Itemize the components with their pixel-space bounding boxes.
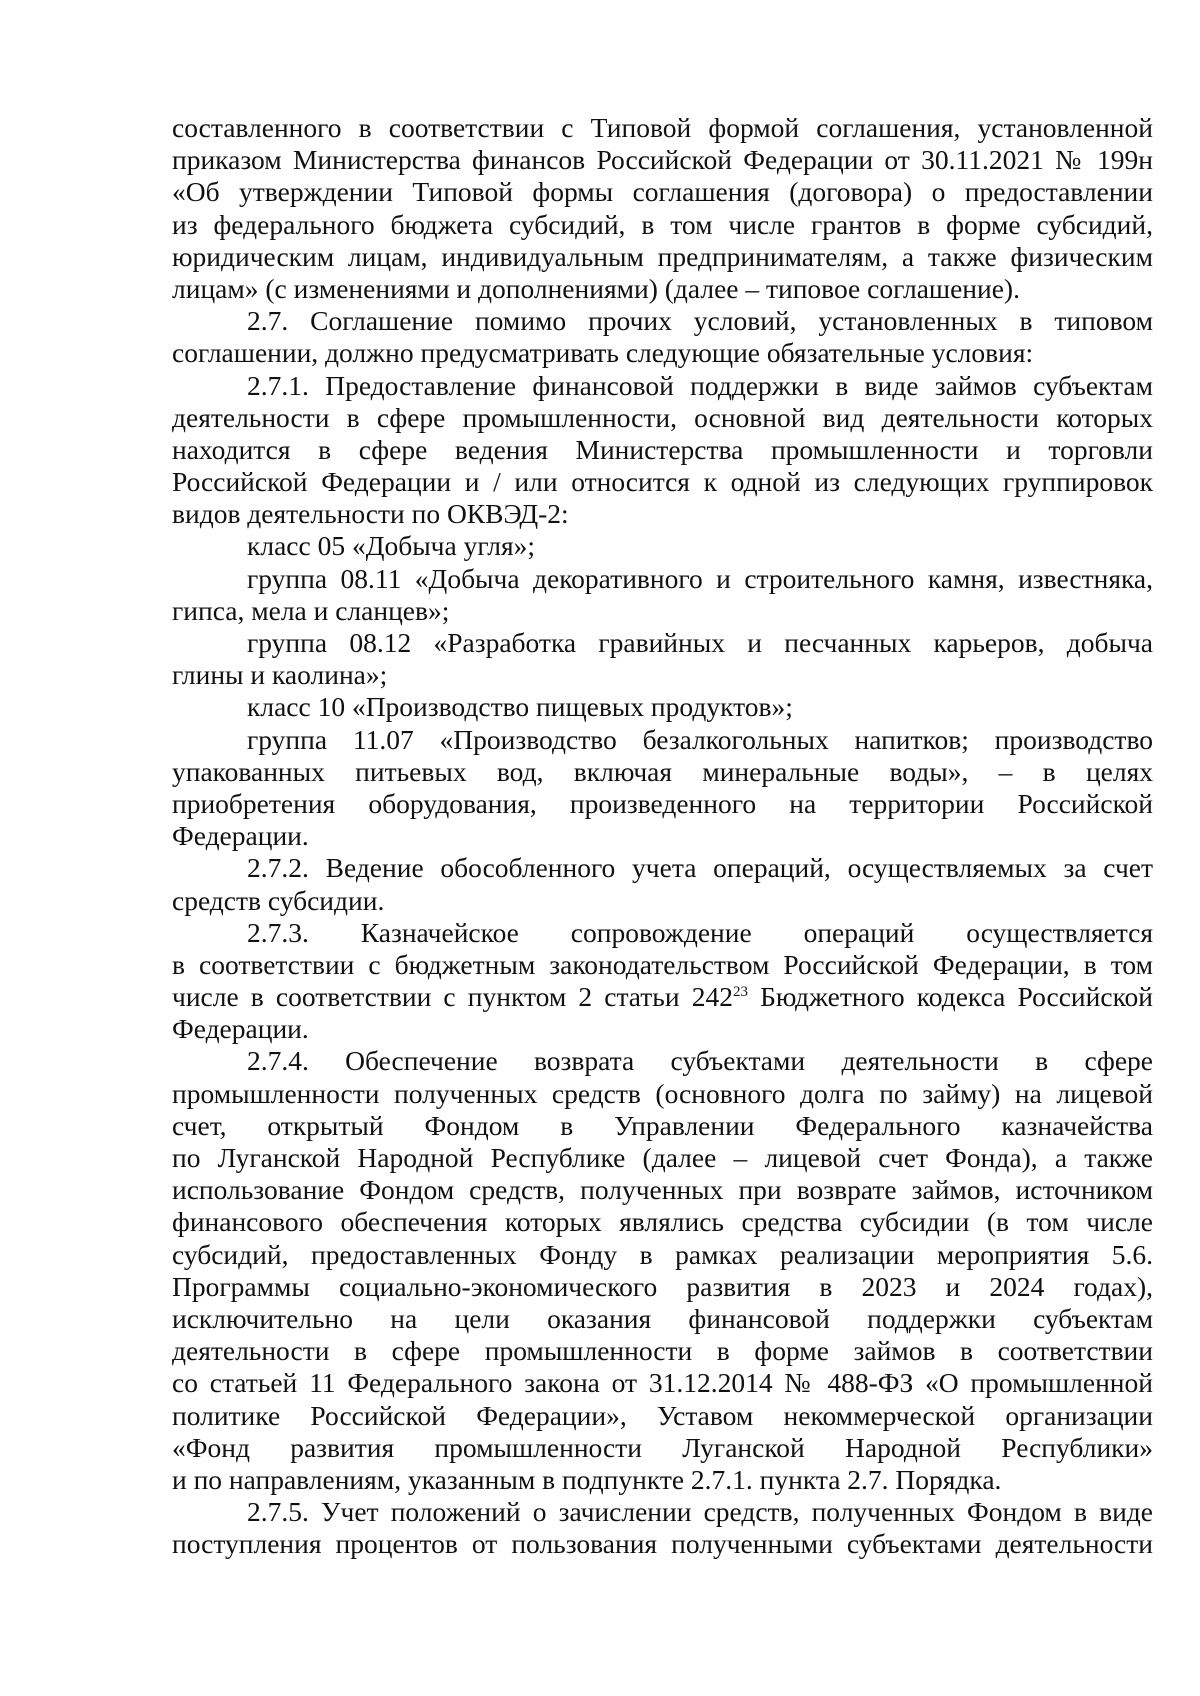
text-line [172, 1271, 1153, 1303]
text-line [172, 756, 1153, 788]
line-text: группа 08.12 «Разработка гравийных и песчанных карьеров, добыча [247, 627, 1153, 658]
text-line [172, 112, 1153, 144]
line-text: политике Российской Федерации», Уставом некоммерческой организации [172, 1399, 1153, 1431]
line-text: соглашении, должно предусматривать следующие обязательные условия: [172, 337, 1034, 369]
line-text: 2.7.4. Обеспечение возврата субъектами деятельности в сфере [247, 1045, 1153, 1077]
line-text: класс 10 «Производство пищевых продуктов»; [247, 691, 793, 723]
text-line [172, 724, 1153, 756]
text-line [172, 241, 1153, 273]
line-text: промышленности полученных средств (основного долга по займу) на лицевой [172, 1077, 1153, 1109]
text-line [172, 1110, 1153, 1142]
text-line [172, 917, 1153, 949]
line-text: группа 08.11 «Добыча декоративного и строительного камня, известняка, [247, 562, 1153, 594]
line-text: 2.7.3. Казначейское сопровождение операций осуществляется [247, 916, 1153, 948]
line-text: 2.7.5. Учет положений о зачислении средств, полученных Фондом в виде [247, 1496, 1153, 1528]
text-line [172, 144, 1153, 176]
line-text: субсидий, предоставленных Фонду в рамках реализации мероприятия 5.6. [172, 1238, 1153, 1270]
line-text: юридическим лицам, индивидуальным предпринимателям, а также физическим [172, 240, 1153, 272]
line-text: по Луганской Народной Республике (далее – лицевой счет Фонда), а также [172, 1142, 1153, 1173]
text-line [172, 434, 1153, 466]
line-text: «Об утверждении Типовой формы соглашения (договора) о предоставлении [172, 176, 1153, 208]
text-line [172, 1496, 1153, 1528]
line-text: Федерации. [172, 1013, 309, 1045]
text-line [172, 981, 1153, 1013]
text-line [172, 885, 1153, 917]
line-text: исключительно на цели оказания финансовой поддержки субъектам [172, 1302, 1153, 1334]
line-text: упакованных питьевых вод, включая минеральные воды», – в целях [172, 755, 1153, 787]
line-text: 2.7.2. Ведение обособленного учета операций, осуществляемых за счет [247, 852, 1153, 884]
text-line [172, 1239, 1153, 1271]
line-text: деятельности в сфере промышленности в форме займов в соответствии [172, 1335, 1153, 1367]
text-line [172, 852, 1153, 884]
line-text: и по направлениям, указанным в подпункте 2.7.1. пункта 2.7. Порядка. [172, 1463, 1002, 1495]
line-text: из федерального бюджета субсидий, в том числе грантов в форме субсидий, [172, 208, 1153, 240]
line-text: видов деятельности по ОКВЭД-2: [172, 498, 569, 530]
text-line [172, 370, 1153, 402]
text-line [172, 691, 1153, 723]
text-line [172, 1400, 1153, 1432]
text-line [172, 466, 1153, 498]
text-line [172, 305, 1153, 337]
line-text: в соответствии с бюджетным законодательством Российской Федерации, в том [172, 948, 1153, 980]
line-text: 2.7. Соглашение помимо прочих условий, установленных в типовом [247, 305, 1153, 337]
text-line [172, 1206, 1153, 1238]
line-text: Федерации. [172, 820, 309, 852]
line-text-continued: Бюджетного кодекса Российской [747, 981, 1154, 1013]
text-line [172, 498, 1153, 530]
footnote-superscript: 23 [732, 983, 748, 1000]
line-text: использование Фондом средств, полученных при возврате займов, источником [172, 1174, 1153, 1206]
text-line [172, 627, 1153, 659]
text-line [172, 659, 1153, 691]
text-line [172, 209, 1153, 241]
text-line [172, 1528, 1153, 1560]
text-line [172, 1078, 1153, 1110]
text-line [172, 176, 1153, 208]
text-line [172, 530, 1153, 562]
text-line [172, 1432, 1153, 1464]
line-text: глины и каолина»; [172, 659, 388, 691]
text-line [172, 1303, 1153, 1335]
line-text: гипса, мела и сланцев»; [172, 594, 450, 626]
line-text: числе в соответствии с пунктом 2 статьи 242 [172, 981, 733, 1013]
text-line [172, 1142, 1153, 1174]
text-line [172, 1335, 1153, 1367]
line-text: средств субсидии. [172, 884, 385, 916]
line-text: счет, открытый Фондом в Управлении Федерального казначейства [172, 1109, 1153, 1141]
text-line [172, 949, 1153, 981]
text-line [172, 563, 1153, 595]
line-text: «Фонд развития промышленности Луганской Народной Республики» [172, 1431, 1153, 1463]
line-text: лицам» (с изменениями и дополнениями) (далее – типовое соглашение). [172, 272, 1020, 304]
line-text: 2.7.1. Предоставление финансовой поддержки в виде займов субъектам [247, 369, 1153, 401]
line-text: поступления процентов от пользования полученными субъектами деятельности [172, 1528, 1153, 1560]
text-line [172, 595, 1153, 627]
line-text: деятельности в сфере промышленности, основной вид деятельности которых [172, 401, 1153, 433]
line-text: группа 11.07 «Производство безалкогольных напитков; производство [247, 723, 1153, 755]
text-line [172, 1045, 1153, 1077]
text-line [172, 1174, 1153, 1206]
text-line [172, 1013, 1153, 1045]
line-text: финансового обеспечения которых являлись средства субсидии (в том числе [172, 1206, 1153, 1238]
text-line [172, 1464, 1153, 1496]
text-line [172, 337, 1153, 369]
text-line [172, 1367, 1153, 1399]
line-text: находится в сфере ведения Министерства промышленности и торговли [172, 433, 1153, 465]
line-text: со статьей 11 Федерального закона от 31.12.2014 № 488-ФЗ «О промышленной [172, 1367, 1153, 1399]
line-text: приказом Министерства финансов Российской Федерации от 30.11.2021 № 199н [172, 144, 1153, 176]
text-line [172, 820, 1153, 852]
line-text: составленного в соответствии с Типовой формой соглашения, установленной [172, 112, 1153, 143]
document-body [172, 112, 1153, 1560]
line-text: приобретения оборудования, произведенного на территории Российской [172, 787, 1153, 819]
line-text: Российской Федерации и / или относится к одной из следующих группировок [172, 466, 1153, 498]
text-line [172, 402, 1153, 434]
line-text: класс 05 «Добыча угля»; [247, 530, 535, 562]
line-text: Программы социально-экономического развития в 2023 и 2024 годах), [172, 1270, 1153, 1302]
text-line [172, 788, 1153, 820]
text-line [172, 273, 1153, 305]
